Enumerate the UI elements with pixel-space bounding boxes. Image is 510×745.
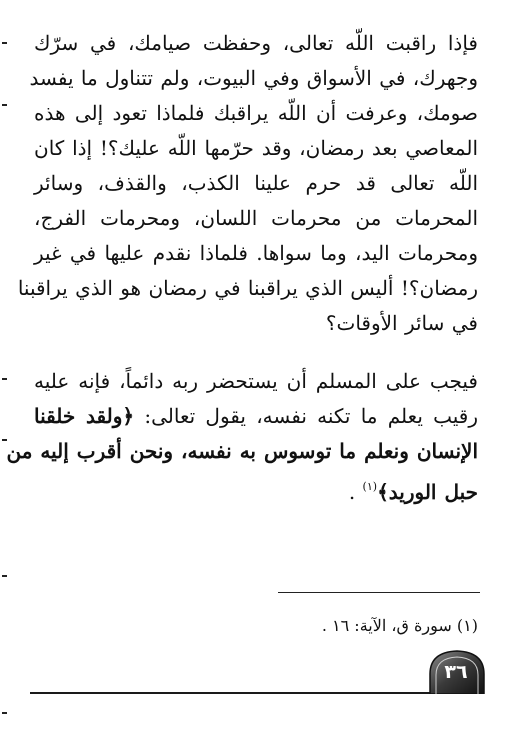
text-run: رقيب يعلم ما تكنه نفسه، يقول تعالى: [134,404,479,428]
footnote-reference[interactable]: (١) [362,480,378,493]
margin-mark [2,104,7,106]
text-line: وجهرك، في الأسواق وفي البيوت، ولم تتناول ما يفسد [29,66,478,90]
margin-mark [2,712,7,714]
quran-verse-text: ﴿ولقد خلقنا [34,404,135,428]
text-line: المعاصي بعد رمضان، وقد حرّمها اللّه عليك؟! إذا كان [34,136,478,160]
margin-mark [2,575,7,577]
text-line: صومك، وعرفت أن اللّه يراقبك فلماذا تعود إلى هذه [34,101,478,125]
text-line [34,469,478,510]
text-run: . [348,480,363,504]
text-line: رمضان؟! أليس الذي يراقبنا في رمضان هو الذي يراقبنا [17,276,478,300]
footer-rule [30,692,480,694]
text-line: المحرمات من محرمات اللسان، ومحرمات الفرج، [34,206,478,230]
text-line: في سائر الأوقات؟ [325,311,478,335]
text-line: فيجب على المسلم أن يستحضر ربه دائماً، فإنه عليه [34,369,478,393]
quran-verse-text: الإنسان ونعلم ما توسوس به نفسه، ونحن أقرب إليه من [6,439,478,463]
text-line: اللّه تعالى قد حرم علينا الكذب، والقذف، وسائر [34,171,478,195]
text-line: ومحرمات اليد، وما سواها. فلماذا نقدم عليها في غير [34,241,478,265]
text-line [34,399,478,434]
footnote-divider [278,592,480,593]
quran-verse-text: حبل الوريد﴾ [377,480,478,504]
margin-mark [2,42,7,44]
text-line: فإذا راقبت اللّه تعالى، وحفظت صيامك، في سرّك [34,31,478,55]
paragraph-2 [6,364,479,510]
paragraph-1 [17,26,478,341]
page-number: ٣٦ [444,661,468,683]
footnote: (١) سورة ق، الآية: ١٦ . [321,616,478,635]
margin-mark [2,378,7,380]
